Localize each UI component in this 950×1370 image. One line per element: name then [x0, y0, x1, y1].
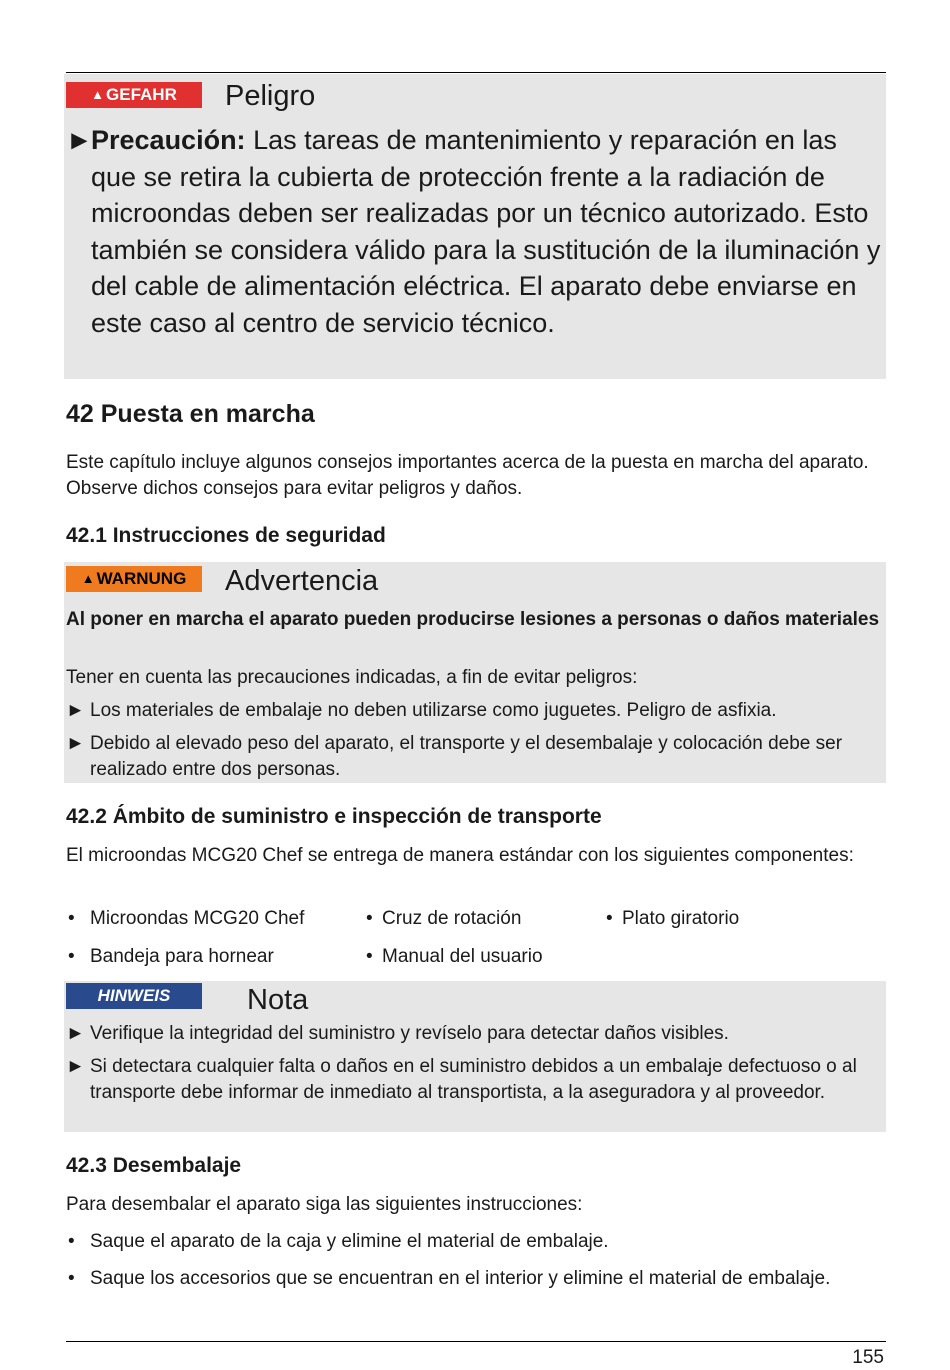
danger-title: Peligro — [225, 80, 316, 112]
section-42-heading: 42 Puesta en marcha — [66, 400, 315, 428]
component-item — [606, 906, 740, 932]
warning-label-text: WARNUNG — [96, 569, 187, 588]
danger-lead: Precaución: — [91, 125, 246, 155]
bottom-rule — [66, 1341, 886, 1342]
bullet-icon: • — [366, 908, 373, 929]
section-421-heading: 42.1 Instrucciones de seguridad — [66, 524, 386, 547]
unpack-item — [68, 1266, 831, 1292]
unpack-item-text: Saque el aparato de la caja y elimine el material de embalaje. — [90, 1231, 609, 1252]
section-42-intro: Este capítulo incluye algunos consejos importantes acerca de la puesta en marcha del aparato. Observe dichos consejos para evitar peligros y daños. — [66, 452, 869, 499]
component-text: Cruz de rotación — [382, 908, 522, 929]
bullet-icon: • — [366, 946, 373, 967]
component-text: Manual del usuario — [382, 946, 543, 967]
note-item-text: Si detectara cualquier falta o daños en el suministro debidos a un embalaje defectuoso o al transporte debe informar de inmediato al transportista, a la aseguradora y al proveedor. — [90, 1056, 857, 1103]
component-item — [68, 906, 305, 932]
top-rule — [66, 72, 886, 73]
warning-label — [66, 566, 202, 592]
note-title: Nota — [247, 984, 309, 1016]
note-item — [66, 1054, 886, 1106]
unpack-item-text: Saque los accesorios que se encuentran en el interior y elimine el material de embalaje. — [90, 1268, 831, 1289]
arrow-icon: ► — [66, 733, 85, 754]
danger-paragraph — [66, 122, 881, 342]
arrow-icon: ► — [66, 1023, 85, 1044]
component-item — [68, 944, 274, 970]
note-item-text: Verifique la integridad del suministro y revíselo para detectar daños visibles. — [90, 1023, 729, 1044]
note-label: HINWEIS — [66, 983, 202, 1009]
warning-item-text: Los materiales de embalaje no deben utilizarse como juguetes. Peligro de asfixia. — [90, 700, 777, 721]
danger-text — [66, 122, 881, 342]
arrow-icon: ► — [66, 125, 93, 155]
warning-title: Advertencia — [225, 565, 379, 597]
component-item — [366, 906, 522, 932]
section-422-heading: 42.2 Ámbito de suministro e inspección de transporte — [66, 805, 602, 828]
section-422-intro: El microondas MCG20 Chef se entrega de manera estándar con los siguientes componentes: — [66, 845, 854, 866]
page-number: 155 — [852, 1347, 884, 1368]
section-423-intro: Para desembalar el aparato siga las siguientes instrucciones: — [66, 1194, 583, 1215]
bullet-icon: • — [68, 946, 75, 967]
warning-item-text: Debido al elevado peso del aparato, el transporte y el desembalaje y colocación debe ser realizado entre dos personas. — [90, 733, 843, 780]
warning-intro: Tener en cuenta las precauciones indicadas, a fin de evitar peligros: — [66, 667, 638, 688]
bullet-icon: • — [68, 1231, 75, 1252]
bullet-icon: • — [68, 1268, 75, 1289]
danger-label — [66, 82, 202, 108]
arrow-icon: ► — [66, 700, 85, 721]
danger-label-text: GEFAHR — [106, 85, 177, 104]
component-text: Plato giratorio — [622, 908, 740, 929]
warning-triangle-icon: ▲ — [91, 87, 105, 102]
unpack-item — [68, 1229, 609, 1255]
bullet-icon: • — [606, 908, 613, 929]
component-item — [366, 944, 543, 970]
note-item — [66, 1021, 886, 1047]
warning-triangle-icon: ▲ — [81, 571, 95, 586]
component-text: Bandeja para hornear — [90, 946, 274, 967]
warning-item — [66, 698, 886, 724]
section-423-heading: 42.3 Desembalaje — [66, 1154, 242, 1177]
danger-body: Las tareas de mantenimiento y reparación en las que se retira la cubierta de protección frente a la radiación de microondas deben ser realizadas por un técnico autorizado. Esto también se considera válido para la sustitución de la iluminación y del cable de alimentación eléctrica. El aparato debe enviarse en este caso al centro de servicio técnico. — [91, 125, 881, 338]
component-text: Microondas MCG20 Chef — [90, 908, 305, 929]
bullet-icon: • — [68, 908, 75, 929]
warning-bold-text: Al poner en marcha el aparato pueden producirse lesiones a personas o daños materiales — [66, 609, 880, 630]
arrow-icon: ► — [66, 1056, 85, 1077]
warning-item — [66, 731, 886, 783]
